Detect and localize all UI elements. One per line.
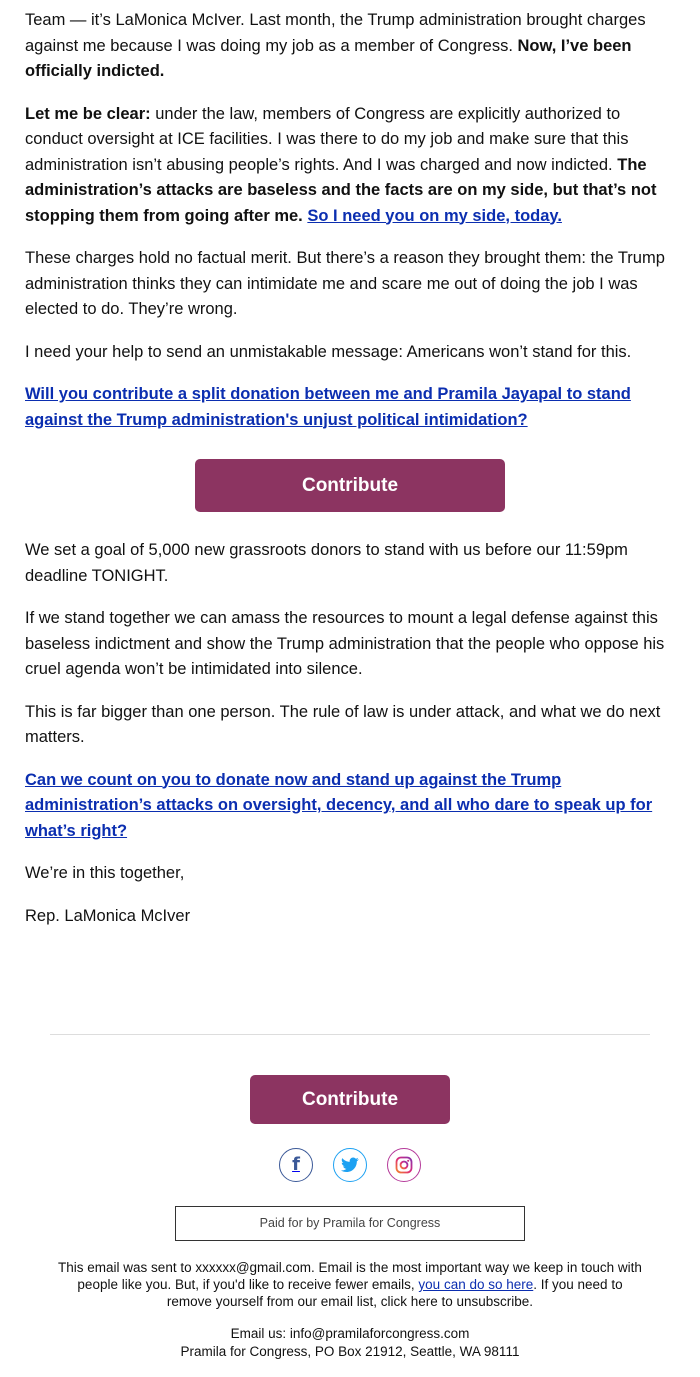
- goal-paragraph: We set a goal of 5,000 new grassroots donors to stand with us before our 11:59pm deadline TONIGHT.: [25, 541, 628, 585]
- paid-for-by-box: Paid for by Pramila for Congress: [175, 1206, 525, 1241]
- notice-text: This email was sent to xxxxxx@gmail.com. Email is the most important way we keep in touch with people like you. But, if you'd like to receive fewer emails,: [58, 1260, 642, 1292]
- no-merit-paragraph: These charges hold no factual merit. But there’s a reason they brought them: the Trump administration thinks they can intimidate me and scare me out of doing the job I was elected to do. They’re wrong.: [25, 249, 665, 318]
- signature: Rep. LaMonica McIver: [25, 906, 191, 925]
- facebook-icon[interactable]: [279, 1148, 313, 1182]
- instagram-camera-icon: [395, 1156, 413, 1174]
- be-clear-lead: Let me be clear:: [25, 104, 151, 123]
- intro-text: Team — it’s LaMonica McIver. Last month, the Trump administration brought charges against me because I was doing my job as a member of Congress.: [25, 11, 646, 55]
- count-on-you-link[interactable]: Can we count on you to donate now and stand up against the Trump administration’s attacks on oversight, decency, and all who dare to speak up for what’s right?: [25, 770, 653, 840]
- intro-paragraph: [25, 8, 675, 85]
- oversight-paragraph: [25, 102, 675, 230]
- on-my-side-link[interactable]: So I need you on my side, today.: [307, 206, 562, 225]
- footer-notice: [55, 1259, 645, 1310]
- indicted-statement: Now, I’ve been officially indicted.: [25, 36, 632, 80]
- footer-contribute-button[interactable]: Contribute: [250, 1075, 450, 1124]
- baseless-statement: The administration’s attacks are baseless and the facts are on my side, but that’s not stopping them from going after me.: [25, 155, 657, 225]
- instagram-icon[interactable]: [387, 1148, 421, 1182]
- contribute-button[interactable]: Contribute: [195, 459, 505, 512]
- footer-divider: [50, 1034, 650, 1035]
- split-donation-paragraph: [25, 382, 675, 433]
- unsubscribe-text: . If you need to remove yourself from our email list, click here to unsubscribe.: [166, 1277, 623, 1309]
- rule-of-law-paragraph: This is far bigger than one person. The rule of law is under attack, and what we do next matters.: [25, 702, 661, 746]
- facebook-glyph: f: [292, 1154, 300, 1175]
- oversight-text: under the law, members of Congress are explicitly authorized to conduct oversight at ICE facilities. I was there to do my job and make sure that this administration isn’t abusing people’s rights. And I was charged and now indicted.: [25, 104, 629, 174]
- fewer-emails-link[interactable]: you can do so here: [418, 1277, 534, 1292]
- closing-line: We’re in this together,: [25, 864, 185, 882]
- legal-defense-paragraph: If we stand together we can amass the resources to mount a legal defense against this baseless indictment and show the Trump administration that the people who oppose his cruel agenda won’t be intimidated into silence.: [25, 609, 665, 678]
- split-donation-link[interactable]: Will you contribute a split donation between me and Pramila Jayapal to stand against the Trump administration's unjust political intimidation?: [25, 385, 631, 429]
- twitter-bird-icon: [341, 1157, 359, 1173]
- count-on-you-paragraph: [25, 768, 675, 845]
- contact-email: Email us: info@pramilaforcongress.com: [230, 1326, 470, 1341]
- message-paragraph: I need your help to send an unmistakable message: Americans won’t stand for this.: [25, 342, 632, 361]
- twitter-icon[interactable]: [333, 1148, 367, 1182]
- social-links: [0, 1148, 700, 1182]
- footer-contact: [0, 1325, 700, 1361]
- mailing-address: Pramila for Congress, PO Box 21912, Seattle, WA 98111: [180, 1344, 520, 1359]
